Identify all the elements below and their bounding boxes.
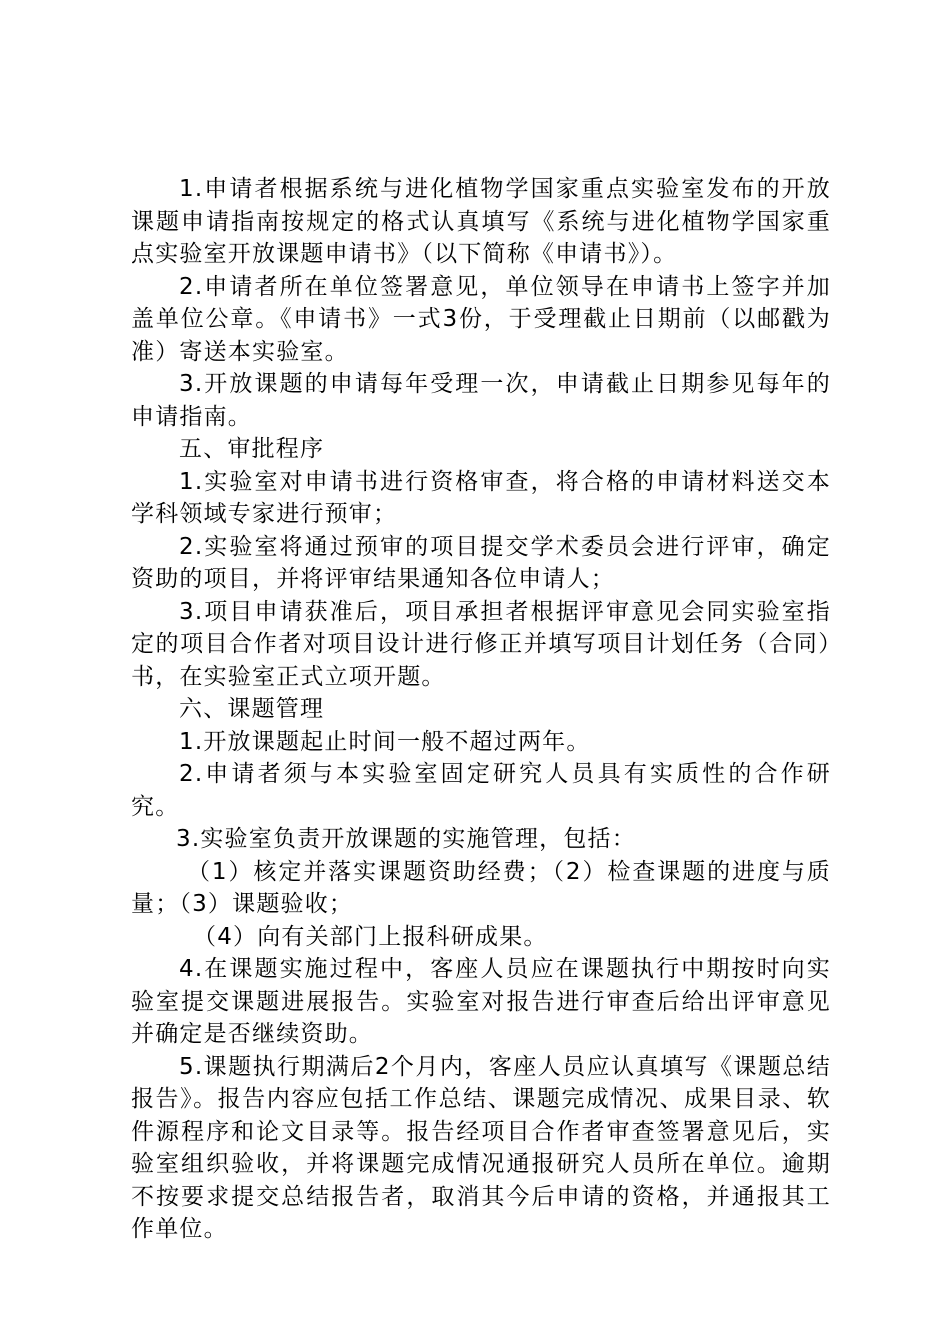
section-heading-approval-procedure: 五、审批程序 bbox=[179, 436, 325, 462]
paragraph-management-subitem-4: （4）向有关部门上报科研成果。 bbox=[193, 923, 548, 950]
paragraph-management-1: 1.开放课题起止时间一般不超过两年。 bbox=[179, 728, 591, 755]
section-heading-project-management: 六、课题管理 bbox=[179, 696, 325, 722]
paragraph-application-3: 3.开放课题的申请每年受理一次，申请截止日期参见每年的申请指南。 bbox=[131, 371, 831, 430]
document-body bbox=[131, 173, 831, 1246]
paragraph-application-1: 1.申请者根据系统与进化植物学国家重点实验室发布的开放课题申请指南按规定的格式认真填写《系统与进化植物学国家重点实验室开放课题申请书》（以下简称《申请书》）。 bbox=[131, 176, 831, 267]
paragraph-approval-3: 3.项目申请获准后，项目承担者根据评审意见会同实验室指定的项目合作者对项目设计进行修正并填写项目计划任务（合同）书，在实验室正式立项开题。 bbox=[131, 598, 831, 690]
paragraph-application-2: 2.申请者所在单位签署意见，单位领导在申请书上签字并加盖单位公章。《申请书》一式3份，于受理截止日期前（以邮戳为准）寄送本实验室。 bbox=[131, 273, 831, 365]
paragraph-management-subitems: （1）核定并落实课题资助经费；（2）检查课题的进度与质量；（3）课题验收； bbox=[131, 858, 831, 917]
paragraph-approval-2: 2.实验室将通过预审的项目提交学术委员会进行评审，确定资助的项目，并将评审结果通知各位申请人； bbox=[131, 533, 831, 592]
paragraph-management-5: 5.课题执行期满后2个月内，客座人员应认真填写《课题总结报告》。报告内容应包括工作总结、课题完成情况、成果目录、软件源程序和论文目录等。报告经项目合作者审查签署意见后，实验室组织验收，并将课题完成情况通报研究人员所在单位。逾期不按要求提交总结报告者，取消其今后申请的资格，并通报其工作单位。 bbox=[131, 1053, 831, 1242]
paragraph-approval-1: 1.实验室对申请书进行资格审查，将合格的申请材料送交本学科领域专家进行预审； bbox=[131, 468, 831, 527]
paragraph-management-2: 2.申请者须与本实验室固定研究人员具有实质性的合作研究。 bbox=[131, 761, 831, 820]
paragraph-management-4: 4.在课题实施过程中，客座人员应在课题执行中期按时向实验室提交课题进展报告。实验室对报告进行审查后给出评审意见并确定是否继续资助。 bbox=[131, 956, 831, 1047]
paragraph-management-3: 3.实验室负责开放课题的实施管理，包括： bbox=[176, 826, 636, 852]
